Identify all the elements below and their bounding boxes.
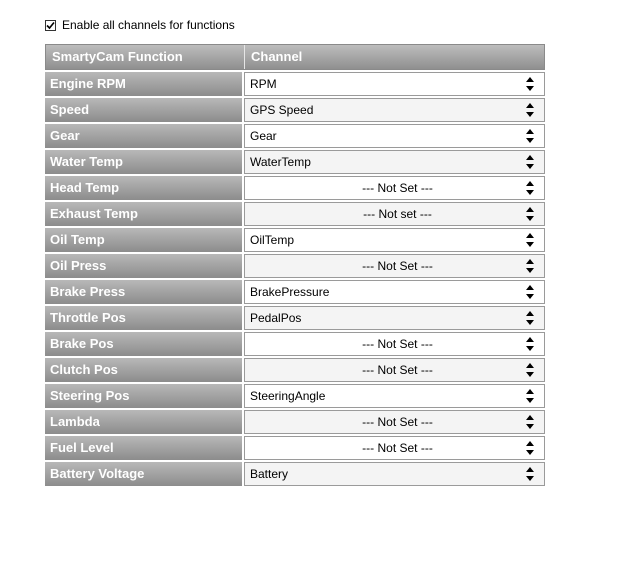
table-row bbox=[45, 72, 545, 96]
table-row bbox=[45, 176, 545, 200]
up-down-arrows-icon[interactable] bbox=[526, 441, 534, 455]
channel-value: --- Not Set --- bbox=[362, 181, 433, 195]
channel-select[interactable] bbox=[244, 254, 545, 278]
up-down-arrows-icon[interactable] bbox=[526, 77, 534, 91]
channel-value: PedalPos bbox=[250, 311, 302, 325]
up-down-arrows-icon[interactable] bbox=[526, 103, 534, 117]
function-label: Speed bbox=[45, 98, 242, 122]
channel-select[interactable] bbox=[244, 280, 545, 304]
function-label: Throttle Pos bbox=[45, 306, 242, 330]
up-down-arrows-icon[interactable] bbox=[526, 259, 534, 273]
checkmark-icon bbox=[46, 21, 55, 30]
function-label: Oil Press bbox=[45, 254, 242, 278]
channel-value: --- Not Set --- bbox=[362, 415, 433, 429]
up-down-arrows-icon[interactable] bbox=[526, 311, 534, 325]
function-label: Exhaust Temp bbox=[45, 202, 242, 226]
channel-select[interactable] bbox=[244, 228, 545, 252]
table-row bbox=[45, 462, 545, 486]
channel-value: --- Not Set --- bbox=[362, 441, 433, 455]
channel-value: Gear bbox=[250, 129, 277, 143]
up-down-arrows-icon[interactable] bbox=[526, 233, 534, 247]
channel-value: OilTemp bbox=[250, 233, 295, 247]
up-down-arrows-icon[interactable] bbox=[526, 337, 534, 351]
channel-value: BrakePressure bbox=[250, 285, 330, 299]
channel-select[interactable] bbox=[244, 306, 545, 330]
up-down-arrows-icon[interactable] bbox=[526, 207, 534, 221]
up-down-arrows-icon[interactable] bbox=[526, 155, 534, 169]
channel-select[interactable] bbox=[244, 176, 545, 200]
table-row bbox=[45, 254, 545, 278]
function-label: Water Temp bbox=[45, 150, 242, 174]
channel-value: --- Not Set --- bbox=[362, 337, 433, 351]
function-label: Brake Pos bbox=[45, 332, 242, 356]
function-label: Head Temp bbox=[45, 176, 242, 200]
up-down-arrows-icon[interactable] bbox=[526, 129, 534, 143]
channel-select[interactable] bbox=[244, 358, 545, 382]
channel-select[interactable] bbox=[244, 72, 545, 96]
table-header bbox=[45, 44, 545, 70]
channel-value: GPS Speed bbox=[250, 103, 314, 117]
channel-select[interactable] bbox=[244, 332, 545, 356]
channel-select[interactable] bbox=[244, 436, 545, 460]
enable-all-channels-row bbox=[45, 17, 235, 33]
table-row bbox=[45, 202, 545, 226]
channel-value: WaterTemp bbox=[250, 155, 311, 169]
channel-select[interactable] bbox=[244, 410, 545, 434]
table-row bbox=[45, 228, 545, 252]
channel-value: SteeringAngle bbox=[250, 389, 326, 403]
header-channel: Channel bbox=[251, 49, 303, 64]
function-label: Engine RPM bbox=[45, 72, 242, 96]
function-label: Brake Press bbox=[45, 280, 242, 304]
table-row bbox=[45, 332, 545, 356]
up-down-arrows-icon[interactable] bbox=[526, 181, 534, 195]
channel-select[interactable] bbox=[244, 150, 545, 174]
up-down-arrows-icon[interactable] bbox=[526, 467, 534, 481]
table-row bbox=[45, 384, 545, 408]
table-row bbox=[45, 98, 545, 122]
table-row bbox=[45, 436, 545, 460]
function-label: Fuel Level bbox=[45, 436, 242, 460]
channel-select[interactable] bbox=[244, 202, 545, 226]
function-channel-table bbox=[45, 44, 545, 488]
function-label: Battery Voltage bbox=[45, 462, 242, 486]
up-down-arrows-icon[interactable] bbox=[526, 285, 534, 299]
up-down-arrows-icon[interactable] bbox=[526, 363, 534, 377]
enable-all-channels-checkbox[interactable] bbox=[45, 20, 56, 31]
channel-select[interactable] bbox=[244, 124, 545, 148]
channel-select[interactable] bbox=[244, 462, 545, 486]
table-row bbox=[45, 150, 545, 174]
table-body bbox=[45, 72, 545, 486]
channel-select[interactable] bbox=[244, 98, 545, 122]
table-row bbox=[45, 280, 545, 304]
up-down-arrows-icon[interactable] bbox=[526, 415, 534, 429]
channel-value: --- Not Set --- bbox=[362, 259, 433, 273]
up-down-arrows-icon[interactable] bbox=[526, 389, 534, 403]
table-row bbox=[45, 410, 545, 434]
channel-select[interactable] bbox=[244, 384, 545, 408]
table-row bbox=[45, 124, 545, 148]
function-label: Lambda bbox=[45, 410, 242, 434]
function-label: Gear bbox=[45, 124, 242, 148]
table-row bbox=[45, 358, 545, 382]
channel-value: Battery bbox=[250, 467, 289, 481]
enable-all-channels-label[interactable]: Enable all channels for functions bbox=[62, 18, 235, 32]
function-label: Oil Temp bbox=[45, 228, 242, 252]
function-label: Clutch Pos bbox=[45, 358, 242, 382]
channel-value: RPM bbox=[250, 77, 277, 91]
header-function: SmartyCam Function bbox=[46, 45, 245, 69]
channel-value: --- Not Set --- bbox=[362, 363, 433, 377]
channel-value: --- Not set --- bbox=[363, 207, 432, 221]
function-label: Steering Pos bbox=[45, 384, 242, 408]
table-row bbox=[45, 306, 545, 330]
